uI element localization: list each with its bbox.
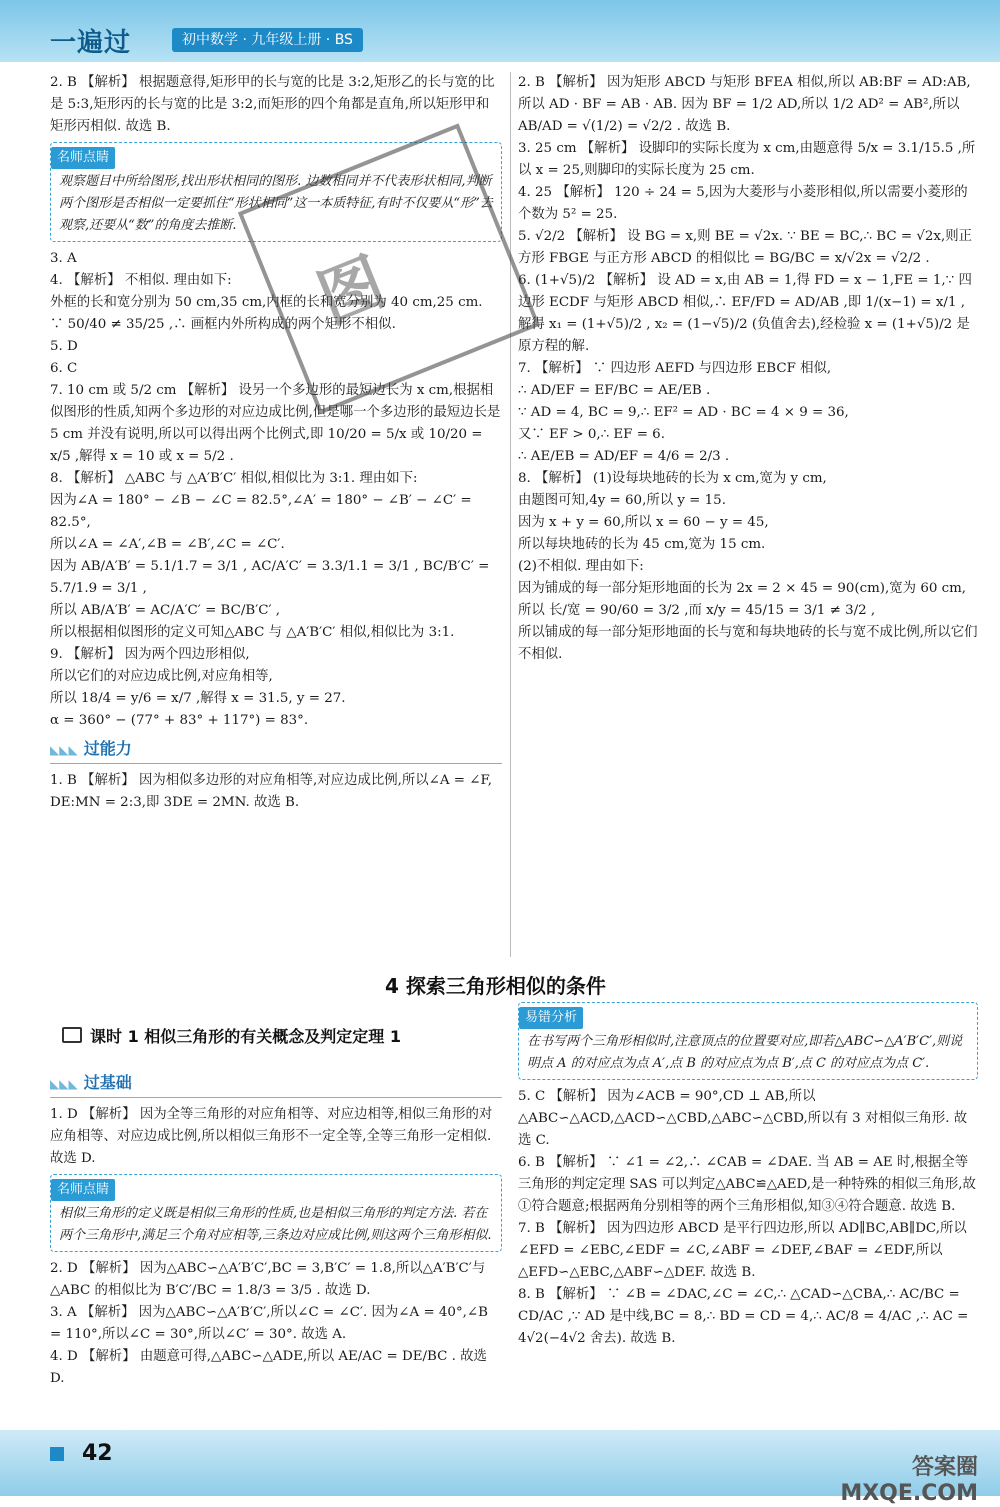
tip-text: 在书写两个三角形相似时,注意顶点的位置要对应,即若△ABC∽△A′B′C′,则说明点 A 的对应点为点 A′,点 B 的对应点为点 B′,点 C 的对应点为点 C′.	[527, 1034, 963, 1071]
lesson-title	[62, 1024, 401, 1047]
answer-item: 4. 25 【解析】 120 ÷ 24 = 5,因为大菱形与小菱形相似,所以需要小菱形的个数为 5² = 25.	[518, 185, 968, 222]
page-marker-icon	[50, 1447, 64, 1461]
answer-item: 所以它们的对应边成比例,对应角相等,	[50, 669, 273, 684]
column-divider	[510, 72, 511, 957]
answer-item: 8. 【解析】 △ABC 与 △A′B′C′ 相似,相似比为 3:1. 理由如下:	[50, 471, 418, 486]
answer-item: 又∵ EF > 0,∴ EF = 6.	[518, 427, 665, 442]
answer-item: α = 360° − (77° + 83° + 117°) = 83°.	[50, 713, 309, 728]
section-heading-basic	[50, 1072, 502, 1098]
answer-item: 7. B 【解析】 因为四边形 ABCD 是平行四边形,所以 AD∥BC,AB∥DC,所以∠EFD = ∠EBC,∠EDF = ∠C,∠ABF = ∠DEF,∠BAF = ∠EDF,所以△EFD∽△EBC,△ABF∽△DEF. 故选 B.	[518, 1221, 967, 1280]
answer-item: 4. D 【解析】 由题意可得,△ABC∽△ADE,所以 AE/AC = DE/BC . 故选 D.	[50, 1349, 487, 1386]
answer-item: 所以铺成的每一部分矩形地面的长与宽和每块地砖的长与宽不成比例,所以它们不相似.	[518, 625, 978, 662]
answer-item: 1. B 【解析】 因为相似多边形的对应角相等,对应边成比例,所以∠A = ∠F, DE:MN = 2:3,即 3DE = 2MN. 故选 B.	[50, 773, 492, 810]
section-marks-icon: ◣◣◣	[50, 1077, 78, 1091]
section-heading-ability	[50, 738, 502, 764]
answer-item: 5. C 【解析】 因为∠ACB = 90°,CD ⊥ AB,所以△ABC∽△ACD,△ACD∽△CBD,△ABC∽△CBD,所以有 3 对相似三角形. 故选 C.	[518, 1089, 968, 1148]
tip-label: 易错分析	[519, 1007, 583, 1029]
answer-item: 6. (1+√5)/2 【解析】 设 AD = x,由 AB = 1,得 FD = x − 1,FE = 1,∵ 四边形 ECDF 与矩形 ABCD 相似,∴ EF/FD = AD/AB ,即 1/(x−1) = x/1 ,解得 x₁ = (1+√5)/2 , x₂ = (1−√5)/2 (负值舍去),经检验 x = (1+√5)/2 是原方程的解.	[518, 273, 972, 354]
header-bar	[0, 0, 1000, 62]
answer-item: 3. A	[50, 251, 77, 266]
answer-item: 5. D	[50, 339, 78, 354]
answer-item: 8. 【解析】 (1)设每块地砖的长为 x cm,宽为 y cm,	[518, 471, 827, 486]
section-title: 过能力	[83, 739, 132, 758]
tip-text: 观察题目中所给图形,找出形状相同的图形. 边数相同并不代表形状相同,判断两个图形是否相似一定要抓住“形状相同”这一本质特征,有时不仅要从“形”去观察,还要从“数”的角度去推断.	[59, 174, 493, 233]
answer-item: 1. D 【解析】 因为全等三角形的对应角相等、对应边相等,相似三角形的对应角相等、对应边成比例,所以相似三角形不一定全等,全等三角形一定相似. 故选 D.	[50, 1107, 493, 1166]
answer-item: (2)不相似. 理由如下:	[518, 559, 644, 574]
answer-item: 所以 18/4 = y/6 = x/7 ,解得 x = 31.5, y = 27.	[50, 691, 346, 706]
answer-item: 3. 25 cm 【解析】 设脚印的实际长度为 x cm,由题意得 5/x = 3.1/15.5 ,所以 x = 25,则脚印的实际长度为 25 cm.	[518, 141, 976, 178]
answer-item: 2. B 【解析】 因为矩形 ABCD 与矩形 BFEA 相似,所以 AB:BF = AD:AB,所以 AD · BF = AB · AB. 因为 BF = 1/2 AD,所以 1/2 AD² = AB²,所以 AB/AD = √(1/2) = √2/2 . 故选 B.	[518, 75, 971, 134]
answer-item: 所以∠A = ∠A′,∠B = ∠B′,∠C = ∠C′.	[50, 537, 285, 552]
tip-box	[50, 1174, 502, 1252]
answer-item: 6. B 【解析】 ∵ ∠1 = ∠2,∴ ∠CAB = ∠DAE. 当 AB = AE 时,根据全等三角形的判定定理 SAS 可以判定△ABC≌△AED,是一种特殊的相似三角形,故①符合题意;根据两角分别相等的两个三角形相似,知③④符合题意. 故选 B.	[518, 1155, 976, 1214]
answer-item: 8. B 【解析】 ∵ ∠B = ∠DAC,∠C = ∠C,∴ △CAD∽△CBA,∴ AC/BC = CD/AC ,∵ AD 是中线,BC = 8,∴ BD = CD = 4,∴ AC/8 = 4/AC ,∴ AC = 4√2(−4√2 舍去). 故选 B.	[518, 1287, 969, 1346]
answer-item: 所以每块地砖的长为 45 cm,宽为 15 cm.	[518, 537, 766, 552]
tip-box	[518, 1002, 978, 1080]
answer-item: 7. 【解析】 ∵ 四边形 AEFD 与四边形 EBCF 相似,	[518, 361, 832, 376]
right-column	[518, 72, 978, 666]
section-marks-icon: ◣◣◣	[50, 743, 78, 757]
answer-item: 3. A 【解析】 因为△ABC∽△A′B′C′,所以∠C = ∠C′. 因为∠A = 40°,∠B = 110°,所以∠C = 30°,所以∠C′ = 30°. 故选 A.	[50, 1305, 488, 1342]
answer-item: 6. C	[50, 361, 78, 376]
answer-item: 5. √2/2 【解析】 设 BG = x,则 BE = √2x. ∵ BE = BC,∴ BC = √2x,则正方形 FBGE 与正方形 ABCD 的相似比 = BG/BC = x/√2x = √2/2 .	[518, 229, 972, 266]
answer-item: 2. B 【解析】 根据题意得,矩形甲的长与宽的比是 3:2,矩形乙的长与宽的比是 5:3,矩形丙的长与宽的比是 3:2,而矩形的四个角都是直角,所以矩形甲和矩形丙相似. 故选 B.	[50, 75, 495, 134]
tip-text: 相似三角形的定义既是相似三角形的性质,也是相似三角形的判定方法. 若在两个三角形中,满足三个角对应相等,三条边对应成比例,则这两个三角形相似.	[59, 1206, 492, 1243]
answer-item: 因为 AB/A′B′ = 5.1/1.7 = 3/1 , AC/A′C′ = 3.3/1.1 = 3/1 , BC/B′C′ = 5.7/1.9 = 3/1 ,	[50, 559, 490, 596]
lower-right-column	[518, 998, 978, 1350]
subject-tag: 初中数学 · 九年级上册 · BS	[172, 28, 363, 52]
answer-item: 因为铺成的每一部分矩形地面的长为 2x = 2 × 45 = 90(cm),宽为 60 cm,	[518, 581, 967, 596]
brand-logo: 一遍过	[50, 28, 132, 58]
answer-item: 外框的长和宽分别为 50 cm,35 cm,内框的长和宽分别为 40 cm,25 cm.	[50, 295, 483, 310]
tip-label: 名师点睛	[51, 147, 115, 169]
stamp-text: 图	[308, 245, 396, 338]
page-number: 42	[82, 1441, 113, 1466]
answer-item: 4. 【解析】 不相似. 理由如下:	[50, 273, 232, 288]
answer-item: ∵ 50/40 ≠ 35/25 ,∴ 画框内外所构成的两个矩形不相似.	[50, 317, 396, 332]
chapter-title: 4 探索三角形相似的条件	[385, 974, 606, 998]
answer-item: 所以根据相似图形的定义可知△ABC 与 △A′B′C′ 相似,相似比为 3:1.	[50, 625, 455, 640]
answer-item: 因为 x + y = 60,所以 x = 60 − y = 45,	[518, 515, 769, 530]
answer-item: 所以 AB/A′B′ = AC/A′C′ = BC/B′C′ ,	[50, 603, 281, 618]
watermark-line-2: MXQE.COM	[840, 1481, 978, 1506]
answer-item: ∴ AE/EB = AD/EF = 4/6 = 2/3 .	[518, 449, 730, 464]
answer-item: 因为∠A = 180° − ∠B − ∠C = 82.5°,∠A′ = 180° − ∠B′ − ∠C′ = 82.5°,	[50, 493, 472, 530]
lesson-title-text: 课时 1 相似三角形的有关概念及判定定理 1	[90, 1027, 401, 1046]
answer-item: 2. D 【解析】 因为△ABC∽△A′B′C′,BC = 3,B′C′ = 1.8,所以△A′B′C′与△ABC 的相似比为 B′C′/BC = 1.8/3 = 3/5 . 故选 D.	[50, 1261, 486, 1298]
answer-item: 由题图可知,4y = 60,所以 y = 15.	[518, 493, 726, 508]
section-title: 过基础	[83, 1073, 132, 1092]
lower-left-column	[50, 1066, 502, 1390]
site-watermark	[840, 1455, 978, 1507]
answer-item: ∵ AD = 4, BC = 9,∴ EF² = AD · BC = 4 × 9 = 36,	[518, 405, 849, 420]
watermark-line-1: 答案圈	[911, 1455, 978, 1480]
book-icon	[62, 1027, 82, 1043]
answer-item: 7. 10 cm 或 5/2 cm 【解析】 设另一个多边形的最短边长为 x cm,根据相似图形的性质,知两个多边形的对应边成比例,但是哪一个多边形的最短边长是 5 cm 并没有说明,所以可以得出两个比例式,即 10/20 = 5/x 或 10/20 = x/5 ,解得 x = 10 或 x = 5/2 .	[50, 383, 501, 464]
answer-item: ∴ AD/EF = EF/BC = AE/EB .	[518, 383, 711, 398]
answer-item: 所以 长/宽 = 90/60 = 3/2 ,而 x/y = 45/15 = 3/1 ≠ 3/2 ,	[518, 603, 876, 618]
answer-item: 9. 【解析】 因为两个四边形相似,	[50, 647, 250, 662]
tip-label: 名师点睛	[51, 1179, 115, 1201]
